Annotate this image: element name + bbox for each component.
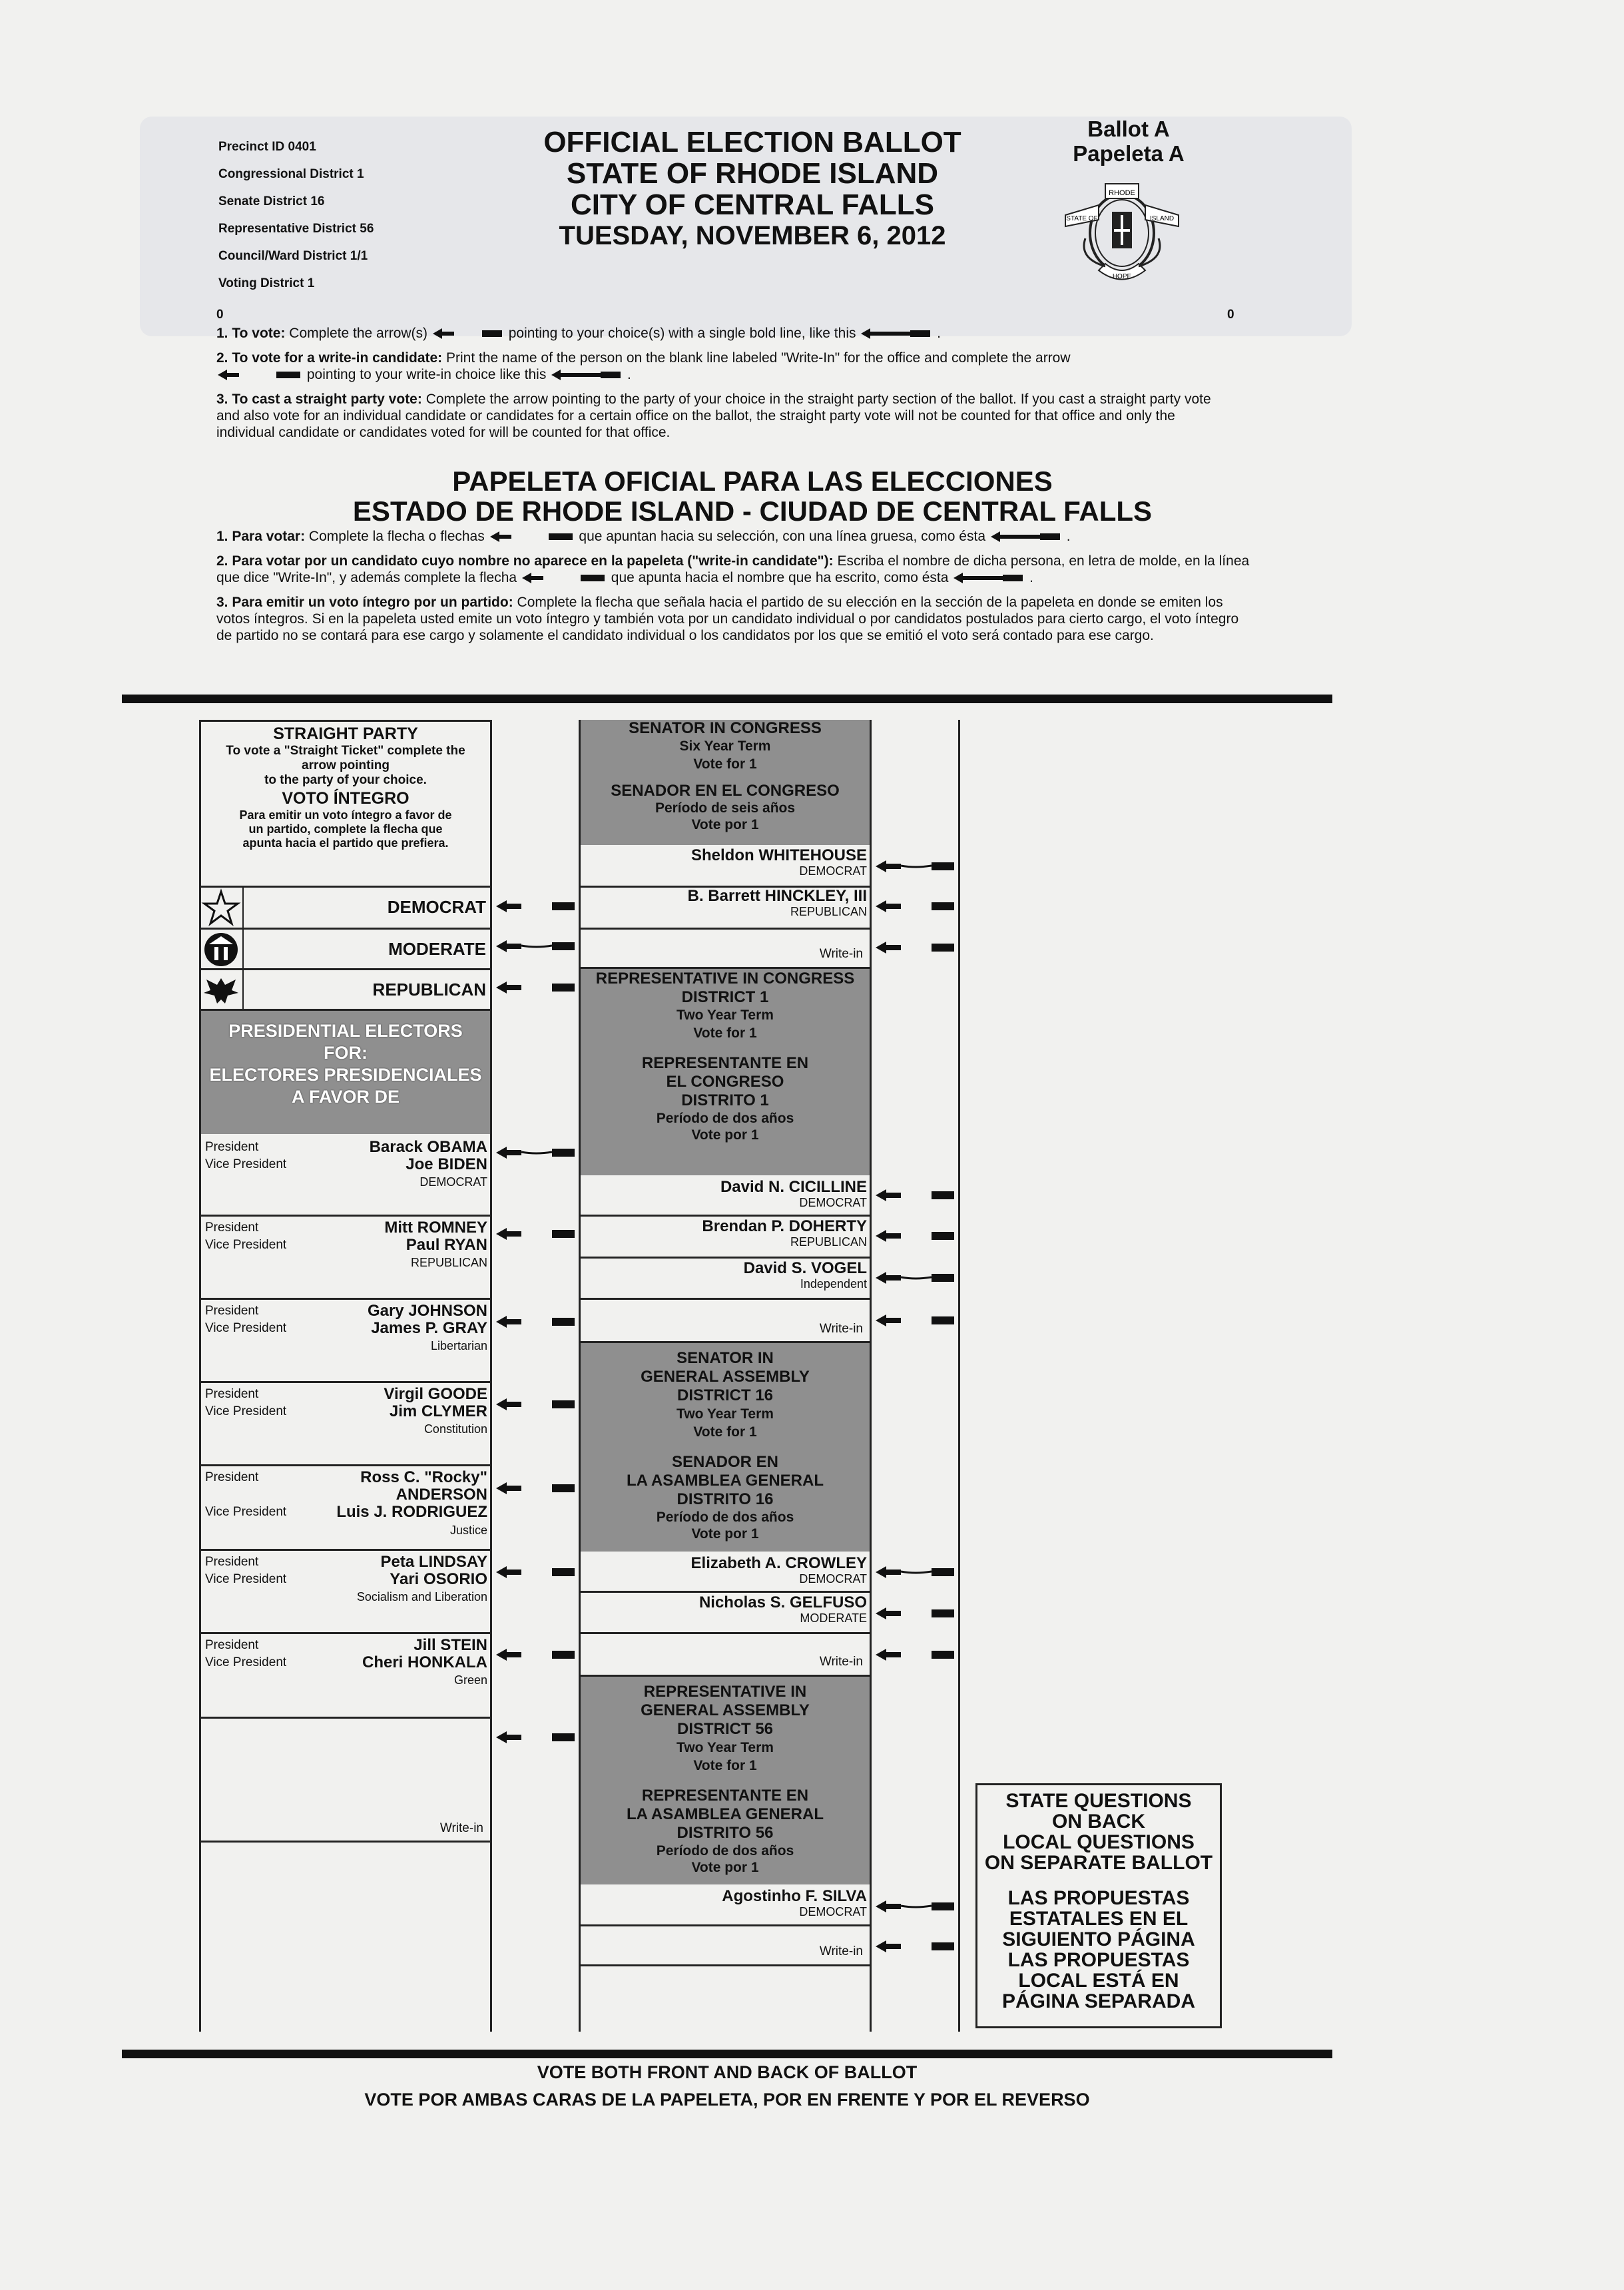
bottom-rule xyxy=(122,2050,1332,2058)
vote-arrow-right-1[interactable] xyxy=(874,898,957,915)
sq-line: ESTATALES EN EL xyxy=(1009,1908,1189,1930)
ticket-row[interactable] xyxy=(201,1217,490,1298)
president-label: President xyxy=(205,1221,259,1235)
office-title: GENERAL ASSEMBLY xyxy=(641,1368,810,1386)
vote-arrow-right-3[interactable] xyxy=(874,1187,957,1204)
office-term: Two Year Term xyxy=(677,1007,774,1023)
vote-arrow-left-3[interactable] xyxy=(495,1144,578,1161)
office-title-es: LA ASAMBLEA GENERAL xyxy=(627,1472,824,1490)
office-vote-for-es: Vote por 1 xyxy=(691,817,759,832)
office-vote-for: Vote for 1 xyxy=(693,1424,757,1440)
instructions-english xyxy=(216,325,1235,441)
instruction-label: 1. Para votar: xyxy=(216,529,306,544)
president-name: ANDERSON xyxy=(396,1486,487,1504)
president-label: President xyxy=(205,1470,259,1484)
ticket-party: REPUBLICAN xyxy=(410,1256,487,1269)
candidate-party: Independent xyxy=(800,1277,867,1290)
office-district: DISTRICT 56 xyxy=(677,1720,774,1738)
ballot-label xyxy=(1039,117,1218,166)
ballot-id: Ballot A xyxy=(1087,117,1170,141)
column-line xyxy=(870,720,872,2032)
star-icon xyxy=(201,888,241,928)
candidate-name: B. Barrett HINCKLEY, III xyxy=(687,887,867,905)
vote-arrow-left-9[interactable] xyxy=(495,1646,578,1663)
vp-name: James P. GRAY xyxy=(371,1319,487,1337)
president-label: President xyxy=(205,1304,259,1318)
instruction-2-es: 2. Para votar por un candidato cuyo nombre no aparece en la papeleta ("write-in candidate"): Escriba el nombre de dicha persona, en letra de molde, en la línea que dice "Write-In", y además complete la flecha que apunta hacia el nombre que ha escrito, como ésta . xyxy=(216,553,1250,585)
row-divider xyxy=(199,1717,492,1719)
candidate-row[interactable] xyxy=(581,847,870,886)
office-title: REPRESENTATIVE IN xyxy=(643,1683,807,1701)
office-title-es: REPRESENTANTE EN xyxy=(641,1787,809,1805)
presidential-electors-header xyxy=(201,1011,490,1134)
instruction-1-es: 1. Para votar: Complete la flecha o flechas que apuntan hacia su selección, con una línea gruesa, como ésta . xyxy=(216,529,1071,544)
rep-ga-header xyxy=(581,1677,870,1884)
president-name: Peta LINDSAY xyxy=(380,1553,487,1571)
ticket-party: Socialism and Liberation xyxy=(356,1590,487,1603)
row-divider xyxy=(579,1632,872,1634)
vote-arrow-left-7[interactable] xyxy=(495,1480,578,1497)
state-questions-box xyxy=(975,1783,1222,2028)
office-vote-for: Vote for 1 xyxy=(693,1758,757,1773)
president-label: President xyxy=(205,1387,259,1401)
row-divider xyxy=(579,1298,872,1300)
party-name: MODERATE xyxy=(388,939,486,959)
senator-ga-header xyxy=(581,1343,870,1552)
sq-line: LAS PROPUESTAS xyxy=(1007,1887,1190,1909)
rep-congress-header xyxy=(581,969,870,1175)
sp-text: un partido, complete la flecha que xyxy=(248,822,443,836)
instruction-label: 2. Para votar por un candidato cuyo nombre no aparece en la papeleta ("write-in candidate"): xyxy=(216,553,834,569)
sq-line: SIGUIENTO PÁGINA xyxy=(1002,1928,1195,1950)
senator-congress-header xyxy=(581,720,870,845)
office-term: Six Year Term xyxy=(679,738,771,754)
office-title-es: REPRESENTANTE EN xyxy=(641,1054,809,1072)
instruction-label: 1. To vote: xyxy=(216,326,286,341)
spanish-title-line: PAPELETA OFICIAL PARA LAS ELECCIONES xyxy=(452,465,1053,497)
candidate-name: David N. CICILLINE xyxy=(720,1178,867,1196)
icon-cell xyxy=(201,930,244,968)
seal-text: ISLAND xyxy=(1149,215,1175,222)
icon-cell xyxy=(201,888,244,928)
candidate-party: MODERATE xyxy=(800,1611,867,1625)
candidate-row[interactable] xyxy=(581,1259,870,1297)
sp-title-es: VOTO ÍNTEGRO xyxy=(282,789,409,808)
pe-header-line: A FAVOR DE xyxy=(291,1087,400,1107)
vote-arrow-right-4[interactable] xyxy=(874,1227,957,1245)
writein-line xyxy=(579,1964,872,1966)
instruction-text: pointing to your choice(s) with a single bold line, like this xyxy=(508,326,856,341)
office-term-es: Período de dos años xyxy=(656,1843,794,1859)
instruction-3 xyxy=(216,391,1235,441)
eagle-icon xyxy=(201,970,241,1009)
office-title-es: SENADOR EN xyxy=(671,1453,779,1471)
icon-cell xyxy=(201,970,244,1009)
instruction-text: pointing to your write-in choice like this xyxy=(306,367,547,382)
vp-name: Yari OSORIO xyxy=(390,1570,487,1588)
instruction-3-es xyxy=(216,594,1255,644)
seal-text: STATE OF xyxy=(1066,215,1098,222)
sp-text: arrow pointing xyxy=(302,758,390,772)
party-name: REPUBLICAN xyxy=(372,980,486,1000)
state-seal-icon xyxy=(1059,178,1185,292)
vote-arrow-left-5[interactable] xyxy=(495,1313,578,1330)
office-term-es: Período de dos años xyxy=(656,1510,794,1525)
candidate-row[interactable] xyxy=(581,1217,870,1255)
precinct-line: Senate District 16 xyxy=(218,194,325,208)
party-row-moderate[interactable] xyxy=(201,930,490,968)
vote-arrow-right-5[interactable] xyxy=(874,1269,957,1287)
ticket-row[interactable] xyxy=(201,1136,490,1215)
writein-label[interactable]: Write-in xyxy=(819,947,863,961)
candidate-row[interactable] xyxy=(581,1593,870,1631)
candidate-party: REPUBLICAN xyxy=(790,1235,867,1249)
straight-party-header xyxy=(201,724,490,850)
title-line: STATE OF RHODE ISLAND xyxy=(566,157,939,190)
sp-text: to the party of your choice. xyxy=(264,773,427,787)
title-line: TUESDAY, NOVEMBER 6, 2012 xyxy=(559,221,946,250)
office-title-es: SENADOR EN EL CONGRESO xyxy=(611,782,840,800)
spanish-title xyxy=(266,466,1238,526)
candidate-name: Brendan P. DOHERTY xyxy=(702,1217,867,1235)
instruction-text: Complete the arrow pointing to the party of your choice in the straight party section of the ballot. If you cast a straight party vote and also vote for an individual candidate or candidates for a certain office on the ballot, the straight party vote will not be counted for that office and only the individual candidate or candidates voted for will be counted for that office. xyxy=(216,392,1211,440)
column-line xyxy=(958,720,960,2032)
moderate-party-icon xyxy=(201,930,241,968)
sq-line: LAS PROPUESTAS xyxy=(1007,1949,1190,1971)
office-title: REPRESENTATIVE IN CONGRESS xyxy=(595,970,855,988)
president-name: Gary JOHNSON xyxy=(367,1302,487,1320)
office-term-es: Período de seis años xyxy=(655,800,796,816)
candidate-party: DEMOCRAT xyxy=(799,1572,867,1585)
vote-arrow-right-2[interactable] xyxy=(874,939,957,956)
ticket-party: Green xyxy=(453,1673,487,1687)
instruction-text: que apunta hacia el nombre que ha escrito, como ésta xyxy=(611,570,949,585)
footer-english: VOTE BOTH FRONT AND BACK OF BALLOT xyxy=(537,2062,918,2082)
president-name: Virgil GOODE xyxy=(384,1385,487,1403)
instructions-spanish xyxy=(216,528,1255,644)
candidate-party: DEMOCRAT xyxy=(799,1905,867,1918)
vp-label: Vice President xyxy=(205,1238,287,1252)
vote-arrow-left-6[interactable] xyxy=(495,1396,578,1413)
column-top-line xyxy=(199,720,492,722)
sq-line: LOCAL ESTÁ EN xyxy=(1018,1970,1179,1992)
sq-line: STATE QUESTIONS xyxy=(1005,1790,1192,1812)
column-line xyxy=(490,720,492,2032)
row-divider xyxy=(579,1924,872,1926)
instruction-text: Complete the arrow(s) xyxy=(289,326,428,341)
sp-text: apunta hacia el partido que prefiera. xyxy=(242,836,449,850)
papeleta-id: Papeleta A xyxy=(1073,141,1185,166)
candidate-party: DEMOCRAT xyxy=(799,1196,867,1209)
instruction-1: 1. To vote: Complete the arrow(s) pointing to your choice(s) with a single bold line, like this . xyxy=(216,326,942,341)
president-name: Barack OBAMA xyxy=(369,1138,487,1156)
vote-arrow-left-0[interactable] xyxy=(495,898,578,915)
candidate-row[interactable] xyxy=(581,1554,870,1591)
instruction-text: Complete la flecha que señala hacia el partido de su elección en la sección de la papeleta en donde se emiten los votos íntegros. Si en la papeleta usted emite un voto íntegro y también vota por un candidato individual o por candidatos postulados para cierto cargo, el voto íntegro de partido no se contará para ese cargo y solamente el candidato individual o los candidatos por los que se emitió el voto será contado para ese cargo. xyxy=(216,595,1239,643)
vp-name: Luis J. RODRIGUEZ xyxy=(336,1503,487,1521)
ticket-party: Libertarian xyxy=(430,1339,487,1352)
office-title-es: EL CONGRESO xyxy=(666,1073,784,1091)
seal-text: RHODE xyxy=(1109,189,1135,197)
ticket-party: Constitution xyxy=(423,1422,487,1436)
precinct-line: Representative District 56 xyxy=(218,222,374,236)
candidate-row[interactable] xyxy=(581,888,870,926)
instruction-label: 3. To cast a straight party vote: xyxy=(216,392,422,407)
vp-label: Vice President xyxy=(205,1404,287,1418)
ticket-party: Justice xyxy=(449,1524,487,1537)
president-name: Ross C. "Rocky" xyxy=(360,1468,487,1486)
party-name: DEMOCRAT xyxy=(387,897,486,917)
writein-label[interactable]: Write-in xyxy=(819,1655,863,1669)
party-row-democrat[interactable] xyxy=(201,888,490,928)
vp-name: Paul RYAN xyxy=(406,1236,487,1254)
sq-line: ON BACK xyxy=(1052,1811,1145,1833)
office-vote-for: Vote for 1 xyxy=(693,1025,757,1041)
pe-header-line: FOR: xyxy=(324,1043,368,1063)
vote-arrow-left-1[interactable] xyxy=(495,938,578,955)
instruction-text: Print the name of the person on the blank line labeled "Write-In" for the office and complete the arrow xyxy=(446,350,1071,366)
candidate-name: Nicholas S. GELFUSO xyxy=(698,1593,867,1611)
office-district-es: DISTRITO 56 xyxy=(677,1824,774,1842)
candidate-party: REPUBLICAN xyxy=(790,905,867,918)
pe-header-line: PRESIDENTIAL ELECTORS xyxy=(228,1021,463,1041)
president-label: President xyxy=(205,1140,259,1154)
sp-text: To vote a "Straight Ticket" complete the xyxy=(226,744,465,758)
pe-header-line: ELECTORES PRESIDENCIALES xyxy=(209,1065,482,1085)
precinct-line: Congressional District 1 xyxy=(218,167,364,181)
vote-arrow-right-6[interactable] xyxy=(874,1312,957,1329)
incomplete-arrow-icon xyxy=(431,326,505,341)
zero-marker: 0 xyxy=(1227,308,1234,322)
president-name: Mitt ROMNEY xyxy=(384,1219,487,1237)
vote-arrow-right-8[interactable] xyxy=(874,1605,957,1622)
sq-line: ON SEPARATE BALLOT xyxy=(984,1852,1213,1874)
footer-spanish: VOTE POR AMBAS CARAS DE LA PAPELETA, POR EN FRENTE Y POR EL REVERSO xyxy=(364,2090,1090,2110)
precinct-line: Precinct ID 0401 xyxy=(218,140,316,154)
seal-text: HOPE xyxy=(1112,273,1132,280)
instruction-text: que apuntan hacia su selección, con una línea gruesa, como ésta xyxy=(579,529,986,544)
vp-label: Vice President xyxy=(205,1572,287,1586)
instruction-text: Complete la flecha o flechas xyxy=(308,529,485,544)
vp-name: Joe BIDEN xyxy=(406,1155,487,1173)
completed-arrow-icon xyxy=(860,326,933,341)
candidate-row[interactable] xyxy=(581,1886,870,1924)
office-term-es: Período de dos años xyxy=(656,1111,794,1126)
ticket-row[interactable] xyxy=(201,1466,490,1549)
writein-label[interactable]: Write-in xyxy=(819,1322,863,1336)
ticket-row[interactable] xyxy=(201,1551,490,1632)
incomplete-arrow-icon xyxy=(521,571,607,585)
office-vote-for-es: Vote por 1 xyxy=(691,1127,759,1143)
office-vote-for-es: Vote por 1 xyxy=(691,1526,759,1542)
vp-name: Jim CLYMER xyxy=(389,1402,487,1420)
office-vote-for: Vote for 1 xyxy=(693,756,757,772)
vote-arrow-left-2[interactable] xyxy=(495,979,578,996)
sq-line: LOCAL QUESTIONS xyxy=(1003,1831,1195,1853)
office-district-es: DISTRITO 16 xyxy=(677,1490,774,1508)
writein-line xyxy=(199,1841,492,1843)
ballot-title xyxy=(459,127,1045,252)
sp-text: Para emitir un voto íntegro a favor de xyxy=(239,808,452,822)
top-rule xyxy=(122,695,1332,703)
candidate-name: Agostinho F. SILVA xyxy=(722,1887,867,1905)
instruction-label: 2. To vote for a write-in candidate: xyxy=(216,350,443,366)
vote-arrow-right-10[interactable] xyxy=(874,1898,957,1915)
president-label: President xyxy=(205,1555,259,1569)
candidate-name: David S. VOGEL xyxy=(743,1259,867,1277)
office-district: DISTRICT 16 xyxy=(677,1386,774,1404)
vp-label: Vice President xyxy=(205,1157,287,1171)
instruction-2: 2. To vote for a write-in candidate: Print the name of the person on the blank line labeled "Write-In" for the office and complete the arrow pointing to your write-in choice like this . xyxy=(216,350,1071,382)
row-divider xyxy=(579,928,872,930)
ticket-row[interactable] xyxy=(201,1300,490,1381)
vp-name: Cheri HONKALA xyxy=(362,1653,487,1671)
office-title-es: LA ASAMBLEA GENERAL xyxy=(627,1805,824,1823)
vote-arrow-left-4[interactable] xyxy=(495,1225,578,1243)
instruction-text: Escriba el nombre de dicha persona, en letra de molde, en la línea que dice "Write-In", y además complete la flecha xyxy=(216,553,1250,585)
ticket-party: DEMOCRAT xyxy=(419,1175,487,1189)
completed-arrow-icon xyxy=(952,571,1025,585)
vote-arrow-right-7[interactable] xyxy=(874,1564,957,1581)
writein-label[interactable]: Write-in xyxy=(439,1821,483,1835)
office-term: Two Year Term xyxy=(677,1406,774,1422)
vp-label: Vice President xyxy=(205,1321,287,1335)
vote-arrow-left-10[interactable] xyxy=(495,1729,578,1746)
zero-marker: 0 xyxy=(216,308,224,322)
vote-arrow-left-8[interactable] xyxy=(495,1564,578,1581)
office-title: GENERAL ASSEMBLY xyxy=(641,1701,810,1719)
president-name: Jill STEIN xyxy=(413,1636,487,1654)
incomplete-arrow-icon xyxy=(489,529,575,544)
sp-title: STRAIGHT PARTY xyxy=(273,724,418,743)
completed-arrow-icon xyxy=(550,368,623,382)
president-label: President xyxy=(205,1638,259,1652)
precinct-line: Council/Ward District 1/1 xyxy=(218,249,368,263)
instruction-label: 3. Para emitir un voto íntegro por un partido: xyxy=(216,595,513,610)
office-title: SENATOR IN CONGRESS xyxy=(629,719,822,737)
incomplete-arrow-icon xyxy=(216,368,303,382)
office-term: Two Year Term xyxy=(677,1740,774,1755)
title-line: CITY OF CENTRAL FALLS xyxy=(571,188,934,221)
office-vote-for-es: Vote por 1 xyxy=(691,1860,759,1875)
vp-label: Vice President xyxy=(205,1655,287,1669)
office-district: DISTRICT 1 xyxy=(681,988,769,1006)
completed-arrow-icon xyxy=(989,529,1063,544)
vote-arrow-right-0[interactable] xyxy=(874,858,957,875)
sq-line: PÁGINA SEPARADA xyxy=(1001,1990,1196,2012)
vp-label: Vice President xyxy=(205,1505,287,1519)
precinct-info xyxy=(218,133,374,297)
candidate-party: DEMOCRAT xyxy=(799,864,867,878)
precinct-line: Voting District 1 xyxy=(218,276,315,290)
vote-arrow-right-11[interactable] xyxy=(874,1938,957,1955)
writein-label[interactable]: Write-in xyxy=(819,1944,863,1958)
ticket-row[interactable] xyxy=(201,1634,490,1715)
office-title: SENATOR IN xyxy=(677,1349,774,1367)
ticket-row[interactable] xyxy=(201,1383,490,1464)
candidate-name: Elizabeth A. CROWLEY xyxy=(690,1554,867,1572)
party-row-republican[interactable] xyxy=(201,970,490,1009)
vote-arrow-right-9[interactable] xyxy=(874,1646,957,1663)
office-district-es: DISTRITO 1 xyxy=(681,1091,769,1109)
candidate-name: Sheldon WHITEHOUSE xyxy=(691,846,867,864)
title-line: OFFICIAL ELECTION BALLOT xyxy=(543,126,961,158)
spanish-title-line: ESTADO DE RHODE ISLAND - CIUDAD DE CENTRAL FALLS xyxy=(352,495,1153,527)
candidate-row[interactable] xyxy=(581,1177,870,1215)
